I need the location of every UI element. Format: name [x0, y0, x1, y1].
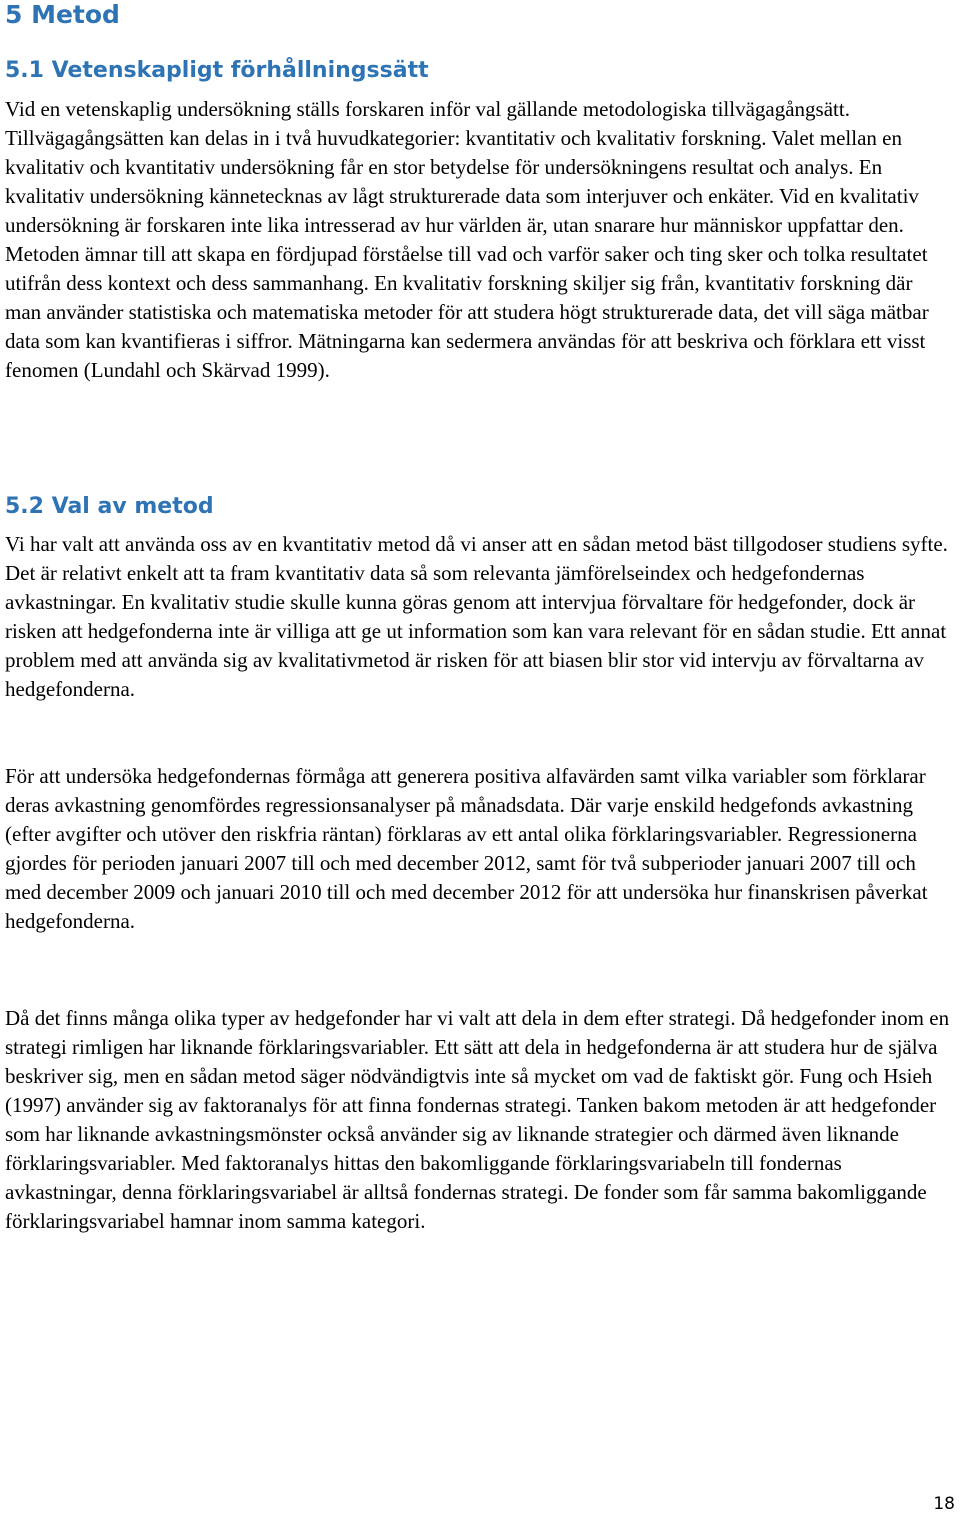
chapter-heading: 5 Metod	[5, 0, 120, 29]
section-5-2-paragraph-1: Vi har valt att använda oss av en kvantitativ metod då vi anser att en sådan metod bäst tillgodoser studiens syfte. Det är relativt enkelt att ta fram kvantitativ data så som relevanta jämförelseindex och hedgefondernas avkastningar. En kvalitativ studie skulle kunna göras genom att intervjua förvaltare för hedgefonder, dock är risken att hedgefonderna inte är villiga att ge ut information som kan vara relevant för en sådan studie. Ett annat problem med att använda sig av kvalitativmetod är risken för att biasen blir stor vid intervju av förvaltarna av hedgefonderna.	[5, 532, 948, 701]
section-5-2-paragraph-2: För att undersöka hedgefondernas förmåga att generera positiva alfavärden samt vilka variabler som förklarar deras avkastning genomfördes regressionsanalyser på månadsdata. Där varje enskild hedgefonds avkastning (efter avgifter och utöver den riskfria räntan) förklaras av ett antal olika förklaringsvariabler. Regressionerna gjordes för perioden januari 2007 till och med december 2012, samt för två subperioder januari 2007 till och med december 2009 och januari 2010 till och med december 2012 för att undersöka hur finanskrisen påverkat hedgefonderna.	[5, 764, 928, 933]
section-5-2-paragraph-3: Då det finns många olika typer av hedgefonder har vi valt att dela in dem efter strategi. Då hedgefonder inom en strategi rimligen har liknande förklaringsvariabler. Ett sätt att dela in hedgefonderna är att studera hur de själva beskriver sig, men en sådan metod säger nödvändigtvis inte så mycket om vad de faktiskt gör. Fung och Hsieh (1997) använder sig av faktoranalys för att finna fondernas strategi. Tanken bakom metoden är att hedgefonder som har liknande avkastningsmönster också använder sig av liknande strategier och därmed även liknande förklaringsvariabler. Med faktoranalys hittas den bakomliggande förklaringsvariabeln till fondernas avkastningar, denna förklaringsvariabel är alltså fondernas strategi. De fonder som får samma bakomliggande förklaringsvariabel hamnar inom samma kategori.	[5, 1006, 950, 1233]
section-heading-5-1: 5.1 Vetenskapligt förhållningssätt	[5, 58, 429, 83]
section-5-1-paragraph-1: Vid en vetenskaplig undersökning ställs forskaren inför val gällande metodologiska tillvägagångsätt. Tillvägagångsätten kan delas in i två huvudkategorier: kvantitativ och kvalitativ forskning. Valet mellan en kvalitativ och kvantitativ undersökning får en stor betydelse för undersökningens resultat och analys. En kvalitativ undersökning kännetecknas av lågt strukturerade data som interjuver och enkäter. Vid en kvalitativ undersökning är forskaren inte lika intresserad av hur världen är, utan snarare hur människor uppfattar den. Metoden ämnar till att skapa en fördjupad förståelse till vad och varför saker och ting sker och tolka resultatet utifrån dess kontext och dess sammanhang. En kvalitativ forskning skiljer sig från, kvantitativ forskning där man använder statistiska och matematiska metoder för att studera högt strukturerade data, det vill säga mätbar data som kan kvantifieras i siffror. Mätningarna kan sedermera användas för att beskriva och förklara ett visst fenomen (Lundahl och Skärvad 1999).	[5, 97, 929, 382]
section-heading-5-2: 5.2 Val av metod	[5, 494, 214, 519]
page-number: 18	[933, 1494, 955, 1514]
